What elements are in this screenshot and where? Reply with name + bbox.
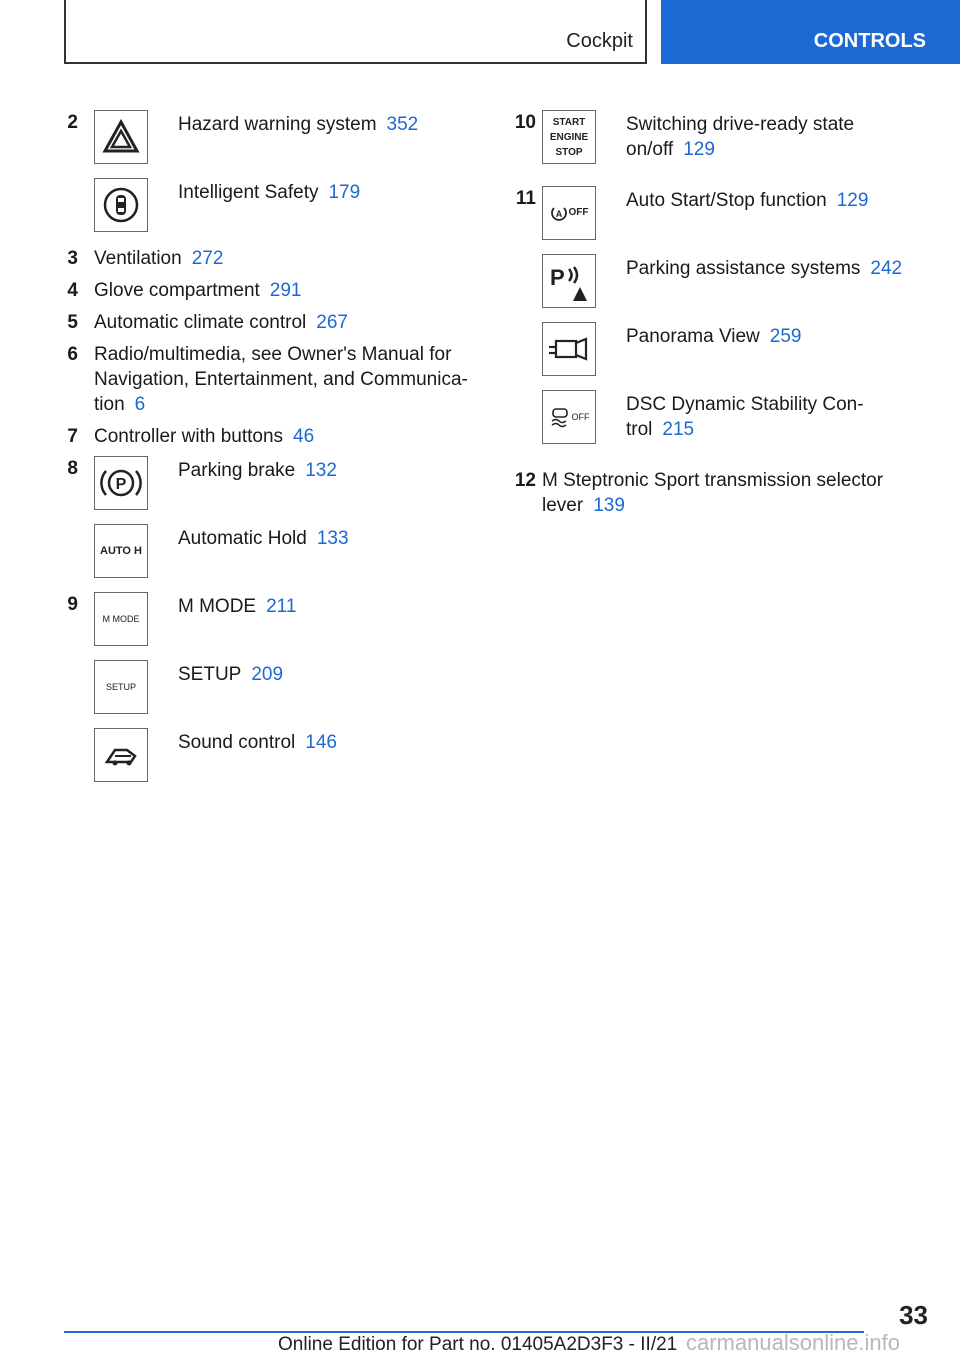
entry-number: 4 (67, 280, 78, 301)
section-title: CONTROLS (813, 30, 926, 52)
page-link[interactable]: 132 (305, 460, 337, 481)
entry-number: 7 (67, 426, 78, 447)
page-link[interactable]: 272 (191, 248, 224, 269)
entry-label: Intelligent Safety 179 (178, 182, 361, 203)
page-link[interactable]: 242 (870, 258, 903, 279)
page-link[interactable]: 209 (251, 664, 284, 685)
entry-number: 3 (67, 248, 78, 269)
page-link[interactable]: 6 (134, 394, 146, 415)
start-stop-icon: START ENGINE STOP (542, 110, 596, 164)
chapter-title: Cockpit (566, 30, 633, 52)
entry-number: 10 (514, 112, 536, 133)
entry-12: 12 M Steptronic Sport transmission selector lever 139 (500, 468, 892, 518)
entry-label: Hazard warning system 352 (178, 114, 419, 135)
parking-brake-icon (94, 456, 148, 510)
edition-note: Online Edition for Part no. 01405A2D3F3 - II/21 (278, 1334, 678, 1355)
entry-2-item-1 (54, 110, 474, 166)
entry-11-item-1 (500, 186, 920, 242)
entry-7: 7 Controller with buttons 46 (54, 424, 474, 449)
panorama-view-icon (542, 322, 596, 376)
setup-icon: SETUP (94, 660, 148, 714)
page-link[interactable]: 129 (836, 190, 869, 211)
entry-11-item-2 (500, 254, 920, 310)
entry-label: Automatic Hold 133 (178, 528, 349, 549)
entry-label: Parking assistance systems 242 (626, 258, 903, 279)
entry-8-item-1 (54, 456, 474, 512)
entry-9-item-3 (54, 728, 474, 784)
page-link[interactable]: 211 (266, 596, 297, 617)
page-link[interactable]: 133 (316, 528, 349, 549)
entry-11-item-4 (500, 390, 920, 454)
entry-10-item-1 (500, 110, 920, 174)
entry-8-item-2 (54, 524, 474, 580)
page-link[interactable]: 267 (316, 312, 348, 333)
entry-label: Parking brake 132 (178, 460, 337, 481)
header-left-frame (64, 0, 647, 64)
svg-text:A: A (555, 209, 562, 219)
page-link[interactable]: 139 (593, 495, 625, 516)
entry-label: Panorama View 259 (626, 326, 802, 347)
entry-label: Auto Start/Stop function 129 (626, 190, 869, 211)
entry-number: 11 (515, 188, 536, 209)
entry-number: 5 (67, 312, 78, 333)
left-column (54, 110, 474, 796)
entry-number: 2 (67, 112, 78, 133)
parking-assist-icon (542, 254, 596, 308)
m-mode-icon: M MODE (94, 592, 148, 646)
entry-6: 6 Radio/multimedia, see Owner's Manual for Navigation, Entertainment, and Communica-tion 6 (54, 342, 479, 417)
sound-control-icon (94, 728, 148, 782)
entry-label: Sound control 146 (178, 732, 337, 753)
header-section-tab[interactable] (661, 0, 960, 64)
entry-label: SETUP 209 (178, 664, 284, 685)
entry-number: 12 (514, 470, 536, 491)
page-link[interactable]: 215 (662, 419, 695, 440)
entry-number: 9 (67, 594, 78, 615)
entry-label: M MODE 211 (178, 596, 297, 617)
svg-text:P: P (550, 265, 565, 290)
entry-11-item-3 (500, 322, 920, 378)
entry-9-item-2 (54, 660, 474, 716)
entry-3: 3 Ventilation 272 (54, 246, 474, 271)
intelligent-safety-icon (94, 178, 148, 232)
dsc-off-icon: OFF (542, 390, 596, 444)
page-link[interactable]: 352 (386, 114, 419, 135)
page-link[interactable]: 129 (683, 139, 715, 160)
page-link[interactable]: 291 (269, 280, 302, 301)
entry-9-item-1 (54, 592, 474, 648)
auto-start-stop-off-icon: A OFF (542, 186, 596, 240)
auto-hold-icon: AUTO H (94, 524, 148, 578)
entry-2-item-2 (54, 178, 474, 234)
entry-number: 6 (67, 344, 78, 365)
right-column (500, 110, 920, 525)
entry-label: Switching drive-ready state on/off 129 (626, 114, 855, 160)
page-number: 33 (899, 1300, 928, 1330)
page-link[interactable]: 179 (328, 182, 361, 203)
watermark: carmanualsonline.info (686, 1330, 901, 1355)
page-link[interactable]: 46 (293, 426, 315, 447)
svg-text:P: P (115, 476, 127, 493)
entry-label: DSC Dynamic Stability Con-trol 215 (626, 394, 864, 440)
entry-5: 5 Automatic climate control 267 (54, 310, 474, 335)
hazard-triangle-icon (94, 110, 148, 164)
entry-4: 4 Glove compartment 291 (54, 278, 474, 303)
entry-number: 8 (67, 458, 78, 479)
page-link[interactable]: 146 (305, 732, 337, 753)
page-link[interactable]: 259 (769, 326, 802, 347)
